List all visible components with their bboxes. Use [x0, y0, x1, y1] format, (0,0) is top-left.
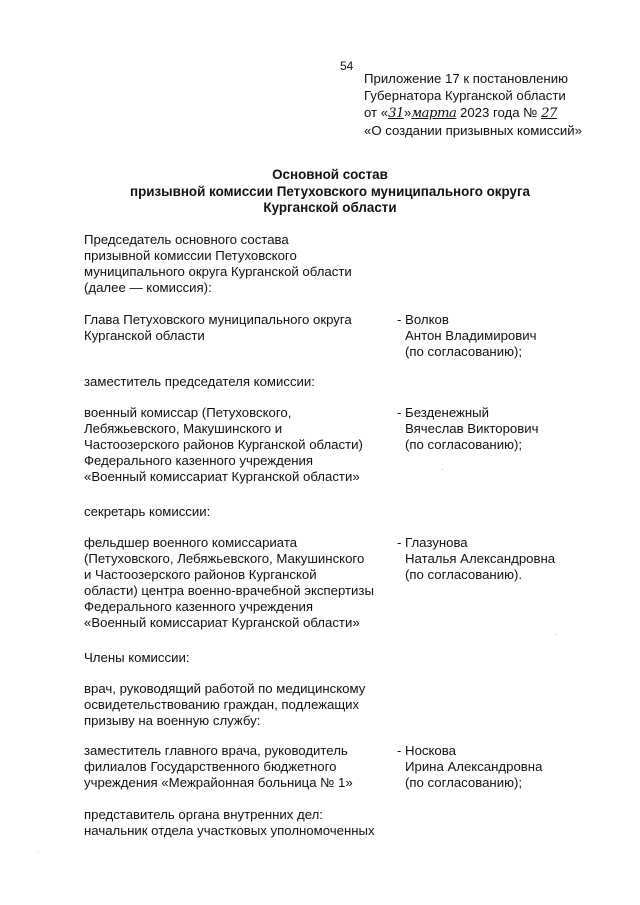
appendix-line-3: от «31»марта 2023 года № 27 [364, 105, 557, 121]
chairman-heading: Председатель основного состава призывной комиссии Петуховского муниципального округа Курганской области (далее — комиссия): [84, 232, 352, 295]
title-line-3: Курганской области [263, 200, 397, 215]
title-line-2: призывной комиссии Петуховского муниципального округа [130, 183, 530, 199]
page-number: 54 [340, 59, 354, 73]
members-heading: Члены комиссии: [84, 650, 190, 665]
doctor-position: заместитель главного врача, руководитель филиалов Государственного бюджетного учреждения «Межрайонная больница № 1» [84, 743, 353, 790]
deputy-person: - Безденежный Вячеслав Викторович (по согласованию); [397, 405, 539, 452]
appendix-header [364, 70, 582, 139]
handwritten-day: 31 [388, 106, 404, 121]
chairman-position: Глава Петуховского муниципального округа Курганской области [84, 312, 352, 343]
title-line-1: Основной состав [272, 167, 388, 182]
appendix-line-4: «О создании призывных комиссий» [364, 123, 582, 138]
document-title [80, 167, 580, 217]
appendix-line-2: Губернатора Курганской области [364, 88, 566, 103]
secretary-person: - Глазунова Наталья Александровна (по согласованию). [397, 535, 556, 582]
police-heading: представитель органа внутренних дел: начальник отдела участковых уполномоченных [84, 807, 375, 838]
scan-speck [38, 852, 39, 853]
secretary-heading: секретарь комиссии: [84, 504, 211, 519]
scan-speck [555, 634, 556, 635]
doctor-person: - Носкова Ирина Александровна (по согласованию); [397, 743, 543, 790]
handwritten-month: марта [411, 106, 457, 121]
handwritten-number: 27 [541, 106, 557, 121]
appendix-line-1: Приложение 17 к постановлению [364, 71, 568, 86]
chairman-person: - Волков Антон Владимирович (по согласованию); [397, 312, 537, 359]
deputy-heading: заместитель председателя комиссии: [84, 374, 315, 389]
deputy-position: военный комиссар (Петуховского, Лебяжьевского, Макушинского и Частоозерского районов Курганской области) Федерального казенного учреждения «Военный комиссариат Курганской области» [84, 405, 363, 484]
secretary-position: фельдшер военного комиссариата (Петуховского, Лебяжьевского, Макушинского и Частоозерского районов Курганской области) центра военно-врачебной экспертизы Федерального казенного учреждения «Военный комиссариат Курганской области» [84, 535, 374, 630]
scan-speck [442, 469, 443, 470]
doctor-heading: врач, руководящий работой по медицинскому освидетельствованию граждан, подлежащих призыву на военную службу: [84, 681, 366, 728]
